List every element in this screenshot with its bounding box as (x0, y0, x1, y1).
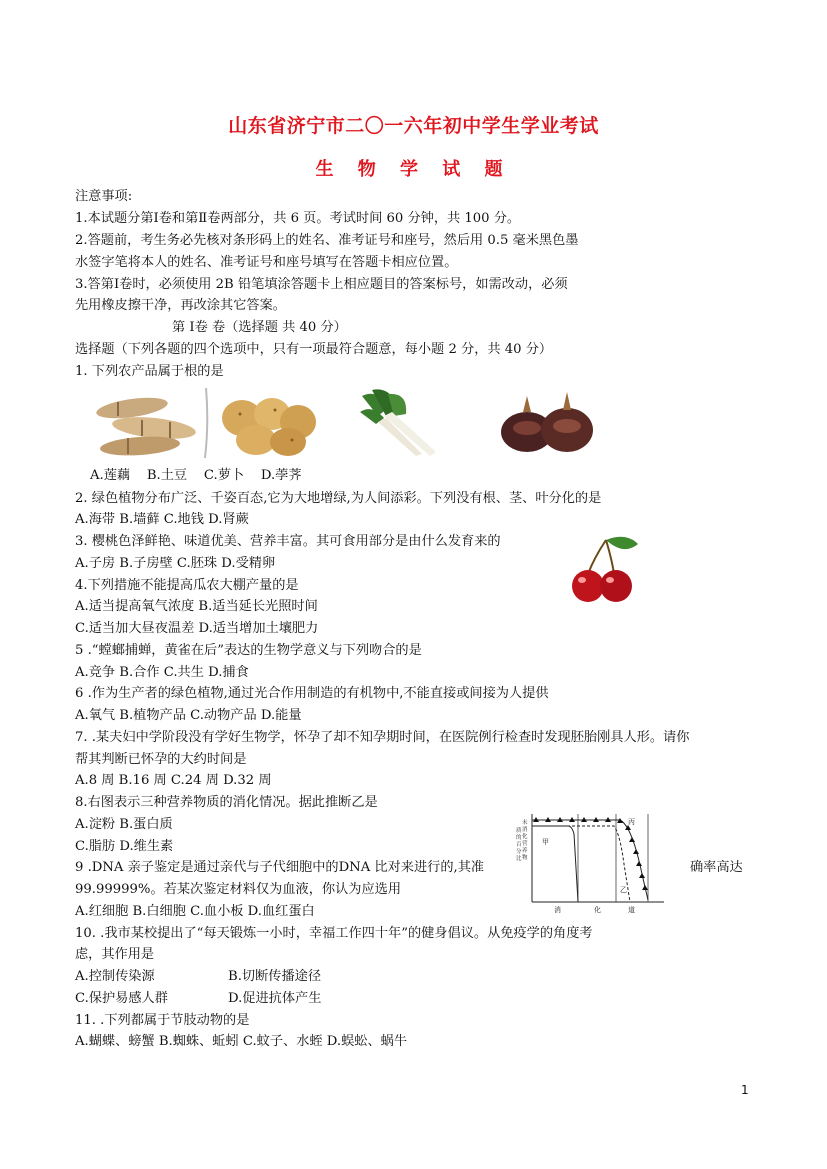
series-bing-markers (533, 817, 648, 890)
question-11-options: A.蝴蝶、螃蟹 B.蜘蛛、蚯蚓 C.蚊子、水蛭 D.蜈蚣、蜗牛 (75, 1034, 408, 1049)
cherry-image (566, 534, 642, 606)
question-9-options: A.红细胞 B.白细胞 C.血小板 D.血红蛋白 (75, 904, 315, 919)
question-7-stem: 帮其判断已怀孕的大约时间是 (75, 752, 247, 767)
chart-ylabel-char: 分 (516, 849, 522, 855)
chart-ylabel-char: 的 (516, 835, 522, 841)
question-10-option-d: D.促进抗体产生 (228, 991, 322, 1006)
chart-ylabel-char: 养 (522, 848, 528, 854)
question-8-options: C.脂肪 D.维生素 (75, 839, 174, 854)
notice-item: 3.答第Ⅰ卷时，必须使用 2B 铅笔填涂答题卡上相应题目的答案标号，如需改动，必须 (75, 277, 568, 292)
section-title: 第 Ⅰ卷 卷（选择题 共 40 分） (172, 320, 347, 335)
notice-item: 水签字笔将本人的姓名、准考证号和座号填写在答题卡相应位置。 (75, 255, 458, 270)
instruction: 选择题（下列各题的四个选项中，只有一项最符合题意，每小题 2 分，共 40 分） (75, 342, 553, 357)
question-8-options: A.淀粉 B.蛋白质 (75, 817, 173, 832)
series-label-yi: 乙 (620, 886, 627, 894)
question-7-options: A.8 周 B.16 周 C.24 周 D.32 周 (75, 773, 272, 788)
question-5-stem: 5 .“螳螂捕蝉，黄雀在后”表达的生物学意义与下列吻合的是 (75, 643, 422, 658)
water-chestnut-icon (501, 392, 593, 452)
question-2-stem: 2. 绿色植物分布广泛、千姿百态,它为大地增绿,为人间添彩。下列没有根、茎、叶分化的是 (75, 491, 602, 506)
lotus-root-icon (95, 394, 197, 458)
question-4-options: A.适当提高氧气浓度 B.适当延长光照时间 (75, 599, 318, 614)
question-11-stem: 11. .下列都属于节肢动物的是 (75, 1013, 250, 1028)
chart-xlabel: 消 (554, 906, 561, 914)
question-7-stem: 7. .某夫妇中学阶段没有学好生物学，怀孕了却不知孕期时间，在医院例行检查时发现胚胎刚具人形。请你 (75, 730, 690, 745)
potato-icon (222, 398, 316, 456)
question-10-stem: 虑，其作用是 (75, 947, 155, 962)
cherry-icon (572, 537, 638, 602)
question-1-stem: 1. 下列农产品属于根的是 (75, 364, 224, 379)
series-label-jia: 甲 (542, 838, 549, 846)
notice-item: 1.本试题分第Ⅰ卷和第Ⅱ卷两部分，共 6 页。考试时间 60 分钟，共 100 分。 (75, 211, 521, 226)
notice-item: 2.答题前，考生务必先核对条形码上的姓名、准考证号和座号，然后用 0.5 毫米黑色墨 (75, 233, 579, 248)
lotus-root-image (92, 390, 200, 462)
series-label-bing: 丙 (628, 818, 635, 826)
series-jia-line (532, 826, 578, 902)
question-1-options: A.莲藕 B.土豆 C.萝卜 D.荸荠 (90, 468, 302, 483)
chart-ylabel-char: 物 (522, 855, 528, 861)
question-5-options: A.竞争 B.合作 C.共生 D.捕食 (75, 665, 249, 680)
question-10-option-a: A.控制传染源 (75, 969, 155, 984)
question-4-stem: 4.下列措施不能提高瓜农大棚产量的是 (75, 578, 299, 593)
notice-heading: 注意事项: (75, 189, 133, 204)
radish-image (358, 386, 440, 458)
chart-ylabel-char: 百 (516, 842, 522, 848)
chart-ylabel-char: 消 (522, 827, 528, 833)
chart-xlabel: 化 (594, 906, 601, 914)
question-3-stem: 3. 樱桃色泽鲜艳、味道优美、营养丰富。其可食用部分是由什么发育来的 (75, 534, 501, 549)
exam-title: 山东省济宁市二〇一六年初中学生学业考试 (228, 115, 599, 137)
divider-image (203, 388, 209, 458)
question-4-options: C.适当加大昼夜温差 D.适当增加土壤肥力 (75, 621, 319, 636)
question-9-stem: 9 .DNA 亲子鉴定是通过亲代与子代细胞中的DNA 比对来进行的,其准 (75, 860, 485, 875)
series-bing-marker (629, 837, 635, 842)
question-10-stem: 10. .我市某校提出了“每天锻炼一小时，幸福工作四十年”的健身倡议。从免疫学的角度考 (75, 926, 593, 941)
question-9-stem-end: 确率高达 (690, 860, 743, 875)
chart-ylabel-char: 营 (522, 841, 528, 847)
page-number: 1 (741, 1083, 749, 1097)
question-10-option-c: C.保护易感人群 (75, 991, 168, 1006)
series-bing-marker (633, 849, 639, 854)
question-3-options: A.子房 B.子房壁 C.胚珠 D.受精卵 (75, 556, 276, 571)
chart-ylabel (516, 818, 528, 862)
question-10-option-b: B.切断传播途径 (228, 969, 322, 984)
question-6-options: A.氧气 B.植物产品 C.动物产品 D.能量 (75, 708, 302, 723)
chart-ylabel-char: 未 (522, 820, 528, 826)
notice-item: 先用橡皮擦干净，再改涂其它答案。 (75, 298, 286, 313)
chart-ylabel-char: 质 (516, 828, 522, 834)
series-bing-marker (636, 861, 642, 866)
radish-icon (360, 389, 436, 456)
series-bing-marker (639, 873, 645, 878)
question-9-stem: 99.99999%。若某次鉴定材料仅为血液，你认为应选用 (75, 882, 402, 897)
potato-image (220, 392, 318, 458)
question-6-stem: 6 .作为生产者的绿色植物,通过光合作用制造的有机物中,不能直接或间接为人提供 (75, 686, 549, 701)
chart-ylabel-char: 比 (516, 856, 522, 862)
chart-ylabel-char: 化 (522, 834, 528, 840)
water-chestnut-image (497, 386, 597, 460)
question-2-options: A.海带 B.墙藓 C.地钱 D.肾蕨 (75, 512, 249, 527)
exam-subtitle: 生 物 学 试 题 (315, 159, 512, 180)
question-8-stem: 8.右图表示三种营养物质的消化情况。据此推断乙是 (75, 795, 378, 810)
digestion-chart (508, 804, 672, 916)
chart-xlabel: 道 (628, 906, 635, 914)
series-bing-line (532, 820, 648, 900)
series-bing-marker (642, 885, 648, 890)
